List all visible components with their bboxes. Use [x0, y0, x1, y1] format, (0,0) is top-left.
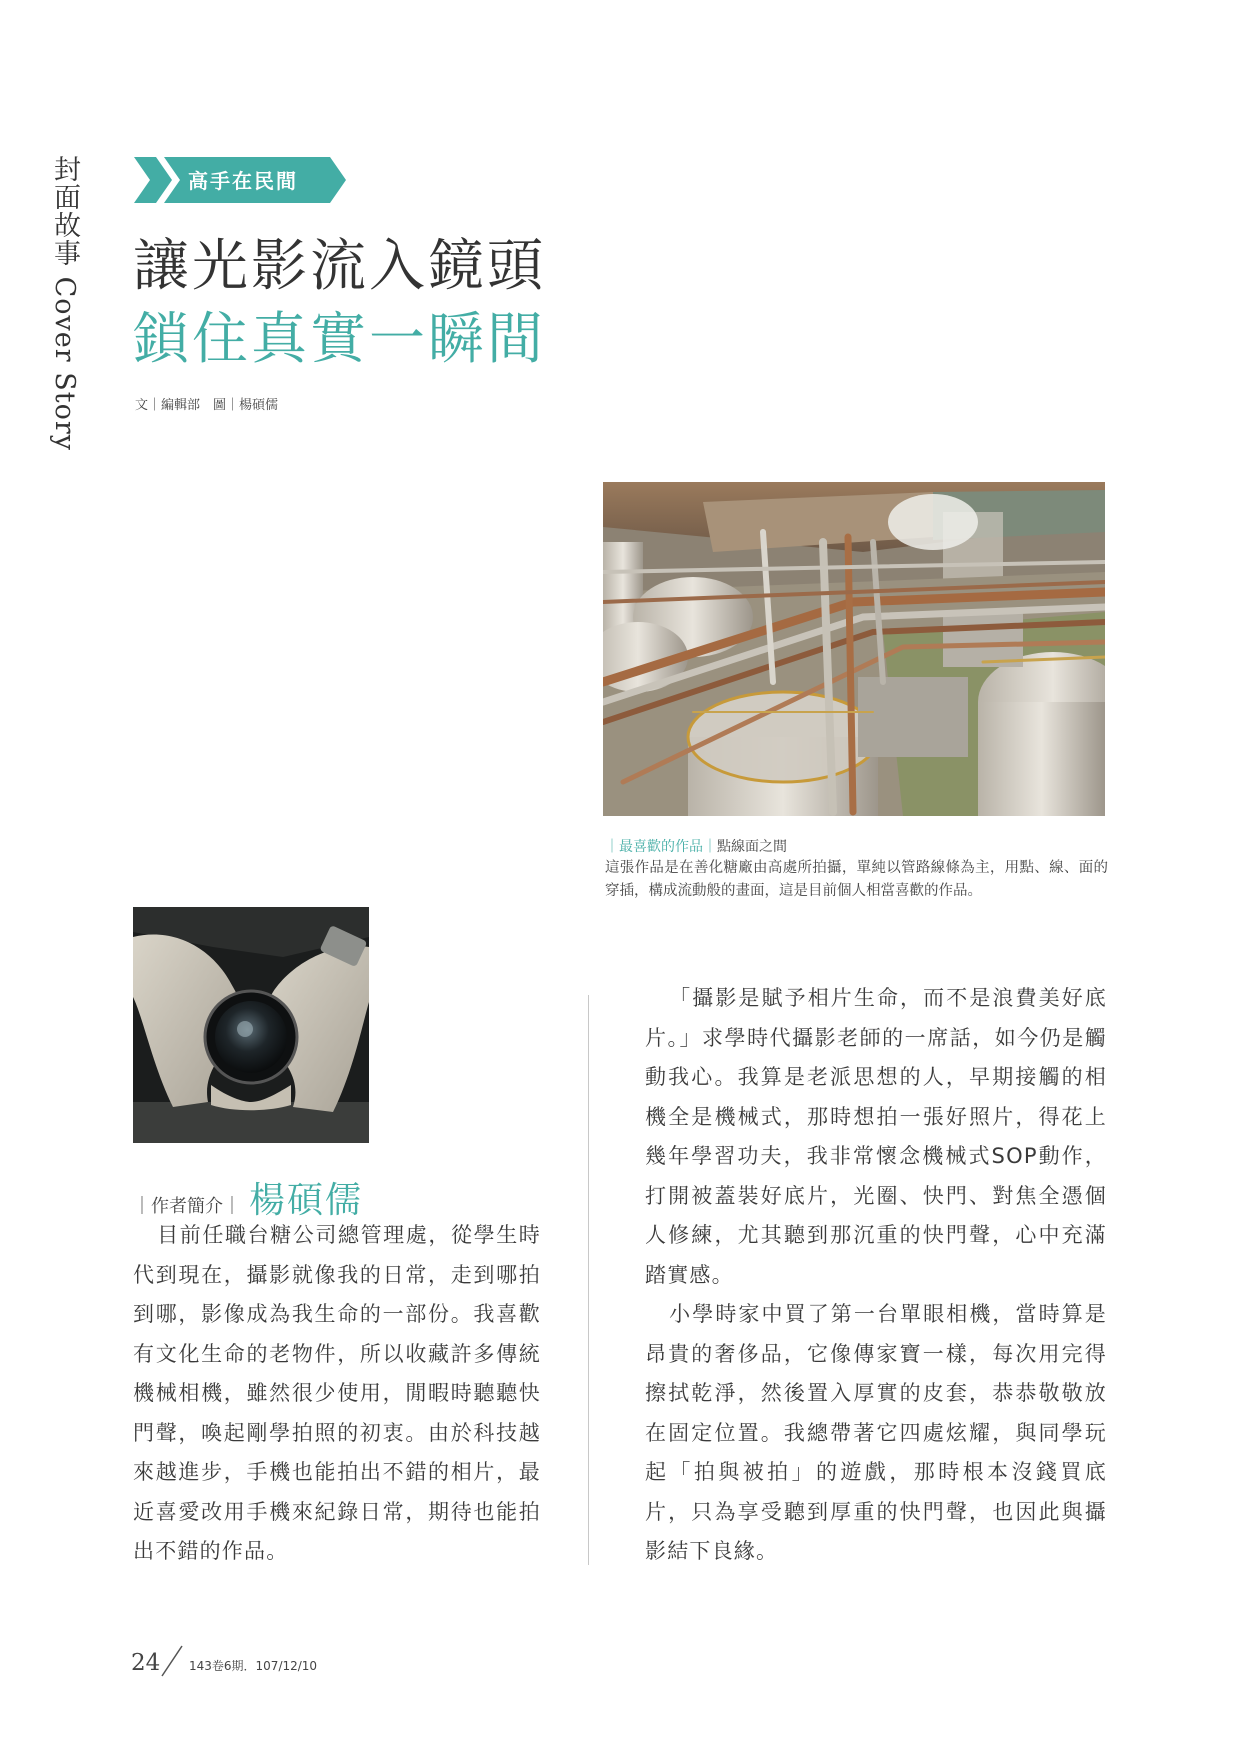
- page-number: 24: [131, 1650, 161, 1676]
- footer-slash-divider: [160, 1644, 184, 1682]
- title-line-1: 讓光影流入鏡頭: [133, 234, 546, 299]
- column-divider: [588, 995, 589, 1565]
- author-bio-paragraph: 目前任職台糖公司總管理處，從學生時代到現在，攝影就像我的日常，走到哪拍到哪，影像成為我生命的一部份。我喜歡有文化生命的老物件，所以收藏許多傳統機械相機，雖然很少使用，閒暇時聽聽快門聲，喚起剛學拍照的初衷。由於科技越來越進步，手機也能拍出不錯的相片，最近喜愛改用手機來紀錄日常，期待也能拍出不錯的作品。: [133, 1223, 541, 1563]
- factory-photo: [603, 482, 1105, 816]
- author-photo: [133, 907, 369, 1143]
- title-line-2: 鎖住真實一瞬間: [133, 307, 546, 372]
- issue-info: 143卷6期．107/12/10: [189, 1659, 318, 1673]
- article-body: [645, 979, 1107, 1572]
- photo-caption-body: 這張作品是在善化糖廠由高處所拍攝，單純以管路線條為主，用點、線、面的穿插，構成流動般的畫面，這是目前個人相當喜歡的作品。: [605, 860, 1108, 899]
- photo-caption-heading: [605, 836, 787, 856]
- author-name: 楊碩儒: [249, 1180, 364, 1221]
- author-label: ｜作者簡介｜: [133, 1196, 241, 1217]
- photo-caption-title: 點線面之間: [717, 839, 787, 855]
- article-paragraph-2: 小學時家中買了第一台單眼相機，當時算是昂貴的奢侈品，它像傳家寶一樣，每次用完得擦拭乾淨，然後置入厚實的皮套，恭恭敬敬放在固定位置。我總帶著它四處炫耀，與同學玩起「拍與被拍」的遊戲，那時根本沒錢買底片，只為享受聽到厚重的快門聲，也因此與攝影結下良緣。: [645, 1302, 1107, 1563]
- tag-label: 高手在民間: [188, 169, 298, 193]
- article-paragraph-1: 「攝影是賦予相片生命，而不是浪費美好底片。」求學時代攝影老師的一席話，如今仍是觸動我心。我算是老派思想的人，早期接觸的相機全是機械式，那時想拍一張好照片，得花上幾年學習功夫，我非常懷念機械式SOP動作，打開被蓋裝好底片，光圈、快門、對焦全憑個人修練，尤其聽到那沉重的快門聲，心中充滿踏實感。: [645, 986, 1107, 1287]
- byline: 文｜編輯部 圖｜楊碩儒: [135, 398, 279, 413]
- author-bio: [133, 1216, 541, 1572]
- section-label: 封面故事 Cover Story: [49, 155, 80, 451]
- photo-caption-tag: ｜最喜歡的作品｜: [605, 839, 717, 855]
